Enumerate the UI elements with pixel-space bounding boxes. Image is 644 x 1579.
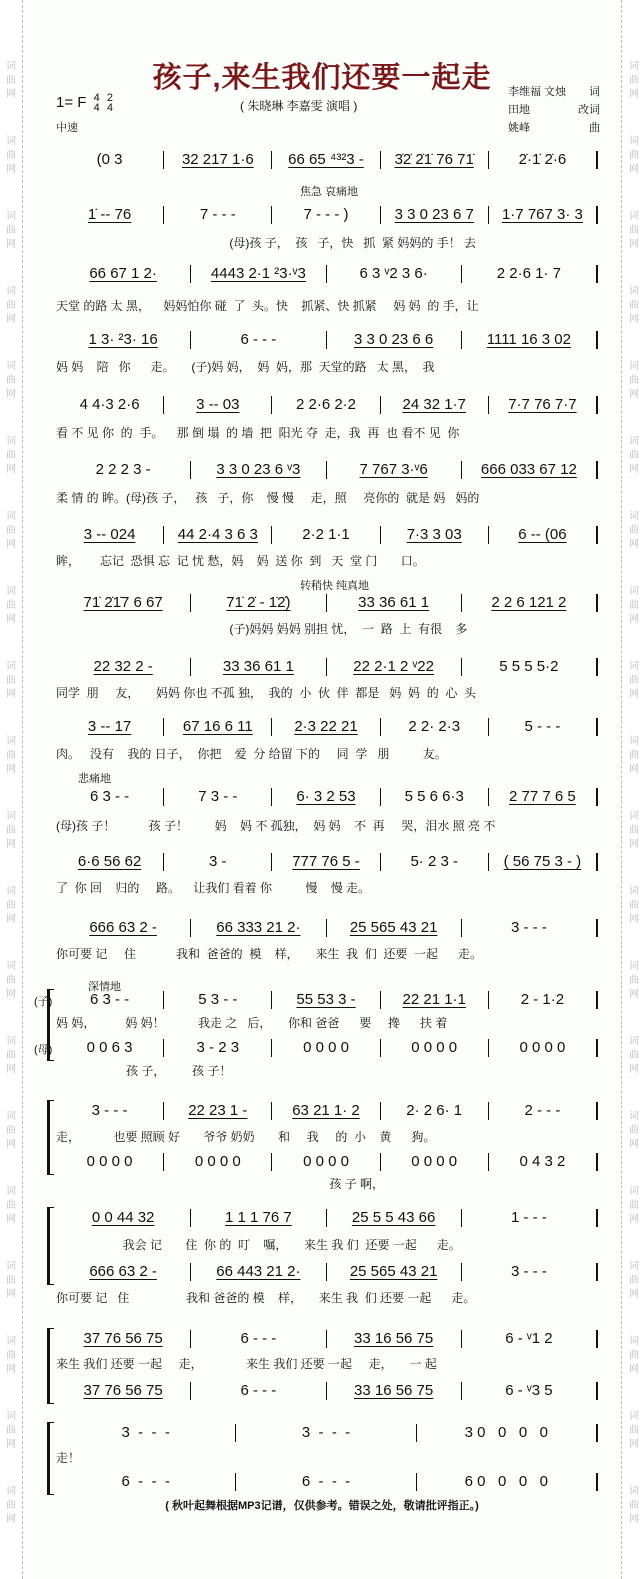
measure: 2̇·1̇ 2̇·6	[489, 151, 598, 169]
measure: 6 3 - -	[56, 991, 164, 1009]
measure: 3 -- 03	[164, 396, 272, 414]
measure: 3̇2̇ 2̇1̇ 76 71̇	[381, 151, 489, 169]
measure: 1 3· ²3· 16	[56, 331, 191, 349]
measure: 2 - - -	[489, 1102, 598, 1120]
measure: 6 - - -	[191, 1330, 326, 1348]
measure: 22 2·1 2 ᵛ22	[327, 658, 462, 676]
measure: 1·7 767 3· 3	[489, 206, 598, 224]
measure: 2 2·6 1· 7	[462, 265, 598, 283]
watermark-text: 词 曲 网	[6, 1036, 16, 1075]
watermark-text: 词 曲 网	[629, 1336, 639, 1375]
measure: 6 0 0 0 0	[417, 1473, 598, 1491]
watermark-text: 词 曲 网	[6, 436, 16, 475]
measure: 3 -- 024	[56, 526, 164, 544]
lyrics-line: 孩 子， 孩 子！	[56, 1064, 232, 1078]
lyrics-line: 同学 朋 友， 妈妈 你也 不孤 独， 我的 小 伙 伴 都是 妈 妈 的 心 头	[56, 686, 477, 700]
right-margin-line	[621, 0, 622, 1579]
measure: 666 63 2 -	[56, 919, 191, 937]
lyrics-line: 妈 妈 陪 你 走。 (子)妈 妈， 妈 妈，那 天堂的路 太 黑， 我	[56, 360, 435, 374]
notation-line	[56, 331, 598, 349]
measure: 3 - 2 3	[164, 1039, 272, 1057]
watermark-text: 词 曲 网	[6, 361, 16, 400]
measure: 0 0 0 0	[164, 1153, 272, 1171]
measure: 25 5 5 43 66	[327, 1209, 462, 1227]
measure: 5 - - -	[489, 718, 598, 736]
notation-line	[56, 788, 598, 806]
notation-line	[56, 658, 598, 676]
lyrics-line: 了 你 回 归的 路。 让我们 看着 你 慢 慢 走。	[56, 881, 371, 895]
watermark-text: 词 曲 网	[629, 1486, 639, 1525]
part-label: (子)	[34, 996, 53, 1008]
notation-line	[56, 526, 598, 544]
watermark-text: 词 曲 网	[6, 61, 16, 100]
expression-marking: 焦急 哀痛地	[300, 186, 359, 198]
measure: 666 033 67 12	[462, 461, 598, 479]
measure: 7 767 3·ᵛ6	[327, 461, 462, 479]
measure: 67 16 6 11	[164, 718, 272, 736]
watermark-text: 词 曲 网	[629, 286, 639, 325]
lyrics-line: 来生 我们 还要 一起 走， 来生 我们 还要 一起 走， 一 起	[56, 1357, 437, 1371]
measure: 66 67 1 2·	[56, 265, 191, 283]
notation-line	[56, 206, 598, 224]
measure: 3 0 0 0 0	[417, 1424, 598, 1442]
watermark-text: 词 曲 网	[6, 1261, 16, 1300]
measure: 71̇ 2̇1̇7 6 67	[56, 594, 191, 612]
lyrics-line: 我会 记 住 你 的 叮 嘱， 来生 我 们 还要 一起 走。	[56, 1238, 461, 1252]
measure: 0 0 44 32	[56, 1209, 191, 1227]
measure: 3 3 0 23 6 7	[381, 206, 489, 224]
notation-line	[56, 1382, 598, 1400]
measure: 4443 2·1 ²3·ᵛ3	[191, 265, 326, 283]
watermark-text: 词 曲 网	[629, 1411, 639, 1450]
lyrics-line: 看 不 见 你 的 手。 那 倒 塌 的 墙 把 阳光 夺 走，我 再 也 看不 见 你	[56, 426, 460, 440]
expression-marking: 悲痛地	[78, 773, 111, 785]
notation-line	[56, 853, 598, 871]
notation-line	[56, 1473, 598, 1491]
measure: 0 0 6 3	[56, 1039, 164, 1057]
watermark-text: 词 曲 网	[629, 511, 639, 550]
measure: 7 - - -	[164, 206, 272, 224]
measure: 1 - - -	[462, 1209, 598, 1227]
measure: 3 -- 17	[56, 718, 164, 736]
expression-marking: 深情地	[88, 981, 121, 993]
measure: 1111 16 3 02	[462, 331, 598, 349]
measure: 2 - 1·2	[489, 991, 598, 1009]
measure: 22 23 1 -	[164, 1102, 272, 1120]
measure: 3 - - -	[236, 1424, 416, 1442]
notation-line	[56, 718, 598, 736]
measure: 6 3 - -	[56, 788, 164, 806]
measure: 5 5 6 6·3	[381, 788, 489, 806]
measure: 6 - - -	[236, 1473, 416, 1491]
lyrics-line: 孩 子 啊，	[56, 1177, 385, 1191]
notation-line	[56, 919, 598, 937]
time-signature-2-4: 2 4	[106, 92, 114, 114]
measure: 3 3 0 23 6 ᵛ3	[191, 461, 326, 479]
watermark-text: 词 曲 网	[629, 211, 639, 250]
measure: 6 - ᵛ3 5	[462, 1382, 598, 1400]
watermark-text: 词 曲 网	[6, 1411, 16, 1450]
watermark-text: 词 曲 网	[629, 811, 639, 850]
notation-line	[56, 151, 598, 169]
notation-line	[56, 1263, 598, 1281]
measure: 666 63 2 -	[56, 1263, 191, 1281]
measure: 2·2 1·1	[272, 526, 380, 544]
measure: 1̇ -- 76	[56, 206, 164, 224]
notation-line	[56, 1424, 598, 1442]
measure: 66 443 21 2·	[191, 1263, 326, 1281]
measure: 7·3 3 03	[381, 526, 489, 544]
watermark-text: 词 曲 网	[6, 136, 16, 175]
measure: 3 3 0 23 6 6	[327, 331, 462, 349]
watermark-text: 词 曲 网	[6, 811, 16, 850]
measure: 4 4·3 2·6	[56, 396, 164, 414]
notation-line	[56, 1039, 598, 1057]
lyrics-line: 柔 情 的 眸。(母)孩 子， 孩 子，你 慢 慢 走，照 亮你的 就是 妈 妈的	[56, 491, 480, 505]
measure: 37 76 56 75	[56, 1382, 191, 1400]
watermark-text: 词 曲 网	[629, 136, 639, 175]
watermark-text: 词 曲 网	[629, 1186, 639, 1225]
credit-lyricist: 李维福 文烛 词	[508, 86, 600, 98]
watermark-text: 词 曲 网	[629, 1111, 639, 1150]
measure: 6 3 ᵛ2 3 6·	[327, 265, 462, 283]
measure: 7 - - - )	[272, 206, 380, 224]
measure: 66 65 ⁴³²3 -	[272, 151, 380, 169]
left-margin-line	[22, 0, 23, 1579]
notation-line	[56, 594, 598, 612]
watermark-text: 词 曲 网	[629, 61, 639, 100]
singers: ( 朱晓琳 李嘉雯 演唱 )	[240, 99, 358, 113]
key-label: 1= F	[56, 93, 87, 111]
measure: 32 217 1·6	[164, 151, 272, 169]
lyrics-line: 你可要 记 住 我和 爸爸的 模 样， 来生 我 们 还要 一起 走。	[56, 947, 483, 961]
lyrics-line: 眸， 忘记 恐惧 忘 记 忧 愁，妈 妈 送 你 到 天 堂 门 口。	[56, 554, 425, 568]
part-bracket	[47, 1422, 54, 1495]
watermark-text: 词 曲 网	[629, 586, 639, 625]
watermark-text: 词 曲 网	[6, 586, 16, 625]
measure: 0 0 0 0	[381, 1153, 489, 1171]
measure: 0 0 0 0	[56, 1153, 164, 1171]
measure: 37 76 56 75	[56, 1330, 191, 1348]
watermark-text: 词 曲 网	[629, 436, 639, 475]
notation-line	[56, 1102, 598, 1120]
measure: 2 77 7 6 5	[489, 788, 598, 806]
measure: 2 2 2 3 -	[56, 461, 191, 479]
measure: 0 0 0 0	[489, 1039, 598, 1057]
notation-line	[56, 461, 598, 479]
watermark-text: 词 曲 网	[6, 211, 16, 250]
watermark-text: 词 曲 网	[629, 961, 639, 1000]
measure: 2·3 22 21	[272, 718, 380, 736]
measure: 6 - - -	[56, 1473, 236, 1491]
part-bracket	[47, 1100, 54, 1175]
notation-line	[56, 396, 598, 414]
tempo-marking: 中速	[56, 122, 78, 134]
measure: 44 2·4 3 6 3	[164, 526, 272, 544]
measure: 777 76 5 -	[272, 853, 380, 871]
measure: 2 2 6 121 2	[462, 594, 598, 612]
credit-composer: 姚峰 曲	[508, 122, 600, 134]
watermark-text: 词 曲 网	[6, 886, 16, 925]
watermark-text: 词 曲 网	[629, 361, 639, 400]
watermark-text: 词 曲 网	[6, 961, 16, 1000]
measure: 66 333 21 2·	[191, 919, 326, 937]
measure: 6 - - -	[191, 1382, 326, 1400]
lyrics-line: (子)妈妈 妈妈 别担 忧， 一 路 上 有很 多	[56, 622, 468, 636]
watermark-text: 词 曲 网	[6, 511, 16, 550]
measure: 6 -- (06	[489, 526, 598, 544]
measure: 3 - - -	[462, 919, 598, 937]
measure: 2 2· 2·3	[381, 718, 489, 736]
measure: 25 565 43 21	[327, 919, 462, 937]
watermark-text: 词 曲 网	[6, 1186, 16, 1225]
measure: (0 3	[56, 151, 164, 169]
measure: 5 3 - -	[164, 991, 272, 1009]
lyrics-line: 天堂 的路 太 黑， 妈妈怕你 碰 了 头。快 抓紧、快 抓紧 妈 妈 的 手，让	[56, 299, 479, 313]
notation-line	[56, 1209, 598, 1227]
lyrics-line: 走， 也要 照顾 好 爷爷 奶奶 和 我 的 小 黄 狗。	[56, 1130, 436, 1144]
time-signature-4-4: 4 4	[93, 92, 100, 114]
part-label: (母)	[34, 1044, 53, 1056]
watermark-text: 词 曲 网	[629, 1036, 639, 1075]
measure: 0 0 0 0	[272, 1153, 380, 1171]
watermark-text: 词 曲 网	[6, 1336, 16, 1375]
measure: 0 4 3 2	[489, 1153, 598, 1171]
watermark-text: 词 曲 网	[6, 736, 16, 775]
measure: 7·7 76 7·7	[489, 396, 598, 414]
measure: 24 32 1·7	[381, 396, 489, 414]
measure: 33 36 61 1	[327, 594, 462, 612]
lyrics-line: (母)孩 子！ 孩 子！ 妈 妈 不 孤独， 妈 妈 不 再 哭，泪水 照 亮 不	[56, 819, 496, 833]
measure: 6 - - -	[191, 331, 326, 349]
watermark-text: 词 曲 网	[6, 1111, 16, 1150]
measure: 3 -	[164, 853, 272, 871]
measure: 33 36 61 1	[191, 658, 326, 676]
lyrics-line: 你可要 记 住 我和 爸爸的 模 样， 来生 我 们 还要 一起 走。	[56, 1291, 476, 1305]
lyrics-line: (母)孩 子， 孩 子，快 抓 紧 妈妈的 手！ 去	[56, 236, 477, 250]
measure: 63 21 1· 2	[272, 1102, 380, 1120]
notation-line	[56, 1153, 598, 1171]
part-bracket	[47, 1328, 54, 1404]
key-signature	[56, 93, 113, 113]
measure: 22 32 2 -	[56, 658, 191, 676]
measure: 5 5 5 5·2	[462, 658, 598, 676]
lyrics-line: 妈 妈， 妈 妈！ 我走 之 后， 你和 爸爸 要 搀 扶 着	[56, 1016, 448, 1030]
notation-line	[56, 991, 598, 1009]
transcription-note: ( 秋叶起舞根据MP3记谱，仅供参考。错误之处，敬请批评指正。)	[165, 1500, 479, 1512]
lyrics-line: 走！	[56, 1451, 81, 1465]
lyrics-line: 肉。 没有 我的 日子， 你把 爱 分 给留 下的 同 学 朋 友。	[56, 747, 447, 761]
measure: 6·6 56 62	[56, 853, 164, 871]
measure: ( 56 75 3 - )	[489, 853, 598, 871]
credit-lyric-editor: 田地 改词	[508, 104, 600, 116]
measure: 22 21 1·1	[381, 991, 489, 1009]
measure: 25 565 43 21	[327, 1263, 462, 1281]
watermark-text: 词 曲 网	[6, 286, 16, 325]
measure: 71̇ 2̇ - 1̇2̇)	[191, 594, 326, 612]
measure: 1 1 1 76 7	[191, 1209, 326, 1227]
measure: 3 - - -	[56, 1424, 236, 1442]
watermark-text: 词 曲 网	[629, 1261, 639, 1300]
measure: 7 3 - -	[164, 788, 272, 806]
song-title: 孩子,来生我们还要一起走	[152, 62, 492, 94]
measure: 33 16 56 75	[327, 1382, 462, 1400]
measure: 33 16 56 75	[327, 1330, 462, 1348]
watermark-text: 词 曲 网	[629, 736, 639, 775]
measure: 6 - ᵛ1 2	[462, 1330, 598, 1348]
watermark-text: 词 曲 网	[629, 661, 639, 700]
measure: 3 - - -	[462, 1263, 598, 1281]
watermark-text: 词 曲 网	[6, 1486, 16, 1525]
measure: 5· 2 3 -	[381, 853, 489, 871]
measure: 0 0 0 0	[272, 1039, 380, 1057]
measure: 6· 3 2 53	[272, 788, 380, 806]
part-bracket	[47, 1207, 54, 1285]
measure: 0 0 0 0	[381, 1039, 489, 1057]
measure: 2 2·6 2·2	[272, 396, 380, 414]
expression-marking: 转稍快 纯真地	[300, 580, 370, 592]
notation-line	[56, 1330, 598, 1348]
measure: 3 - - -	[56, 1102, 164, 1120]
watermark-text: 词 曲 网	[629, 886, 639, 925]
measure: 55 53 3 -	[272, 991, 380, 1009]
measure: 2· 2 6· 1	[381, 1102, 489, 1120]
notation-line	[56, 265, 598, 283]
watermark-text: 词 曲 网	[6, 661, 16, 700]
